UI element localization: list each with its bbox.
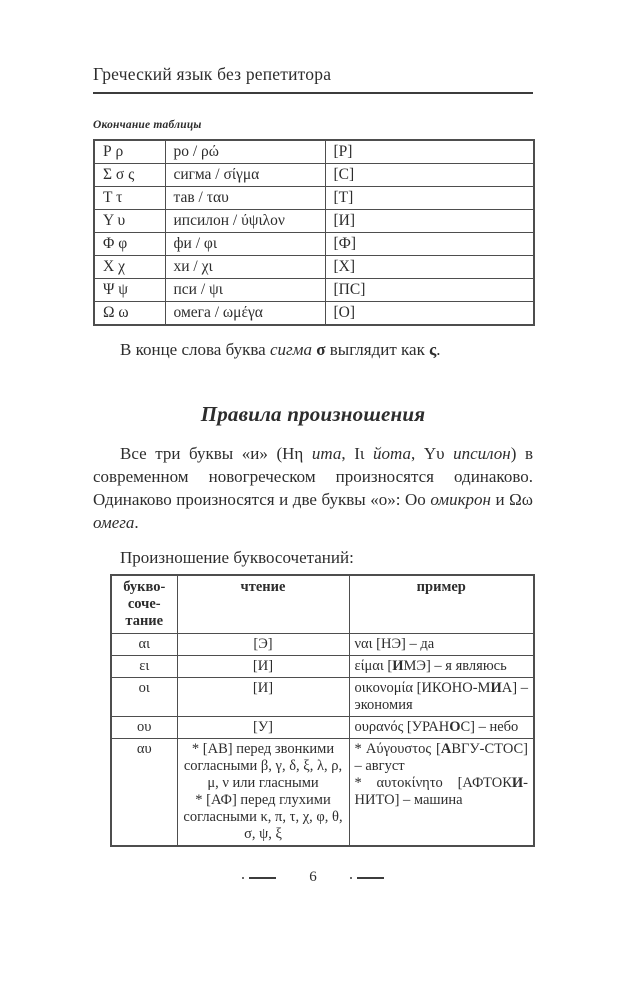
reading-cell: [ПС] — [325, 279, 534, 302]
example-text: ουρανός [УРАН — [354, 719, 450, 735]
letter-name-italic: ипсилон — [453, 444, 511, 463]
reading-cell: [Т] — [325, 187, 534, 210]
header-combo: букво-соче-тание — [111, 575, 177, 634]
note-text: . — [436, 340, 441, 359]
letter-name-italic: омега — [93, 513, 135, 532]
table-row — [111, 678, 534, 717]
name-cell: омега / ωμέγα — [165, 302, 325, 326]
note-text: В конце слова буква — [120, 340, 270, 359]
stress-letter: И — [392, 658, 404, 674]
header-rule — [93, 92, 533, 94]
example-cell — [349, 678, 534, 717]
example-text: είμαι [ — [354, 658, 393, 674]
intro-paragraph — [93, 442, 533, 534]
section-heading: Правила произношения — [200, 402, 426, 426]
name-cell: ро / ρώ — [165, 140, 325, 164]
letter-cell: Φ φ — [94, 233, 165, 256]
example-text: С] – небо — [460, 719, 519, 735]
combinations-table — [110, 574, 535, 847]
dot-icon — [350, 877, 352, 879]
table-header-row — [111, 575, 534, 634]
reading-cell: [Ф] — [325, 233, 534, 256]
example-line — [355, 741, 529, 775]
example-text: * Αύγουστος [ — [354, 741, 441, 757]
example-text: ВГУ-СТОС] – август — [354, 741, 528, 774]
dash-icon — [357, 877, 384, 879]
reading-cell: [С] — [325, 164, 534, 187]
page-number: 6 — [309, 869, 317, 885]
table-row — [94, 233, 534, 256]
name-cell: фи / φι — [165, 233, 325, 256]
paragraph-text: ) в современном новогреческом произносятся одинаково. Одинаково произносятся и две буквы «о»: Οο — [93, 444, 533, 509]
combo-cell: ει — [111, 656, 177, 678]
reading-cell: [И] — [177, 678, 349, 717]
combo-cell: ου — [111, 717, 177, 739]
letter-cell: Χ χ — [94, 256, 165, 279]
stress-letter: А — [440, 741, 452, 757]
name-cell: сигма / σίγμα — [165, 164, 325, 187]
table-row — [111, 717, 534, 739]
table-row — [111, 739, 534, 847]
example-text: οικονομία [ИКОНО-М — [354, 680, 491, 696]
table-row — [94, 279, 534, 302]
name-cell: пси / ψι — [165, 279, 325, 302]
letter-cell: Τ τ — [94, 187, 165, 210]
example-line — [355, 775, 529, 809]
example-cell — [349, 739, 534, 847]
letter-name-italic: ита — [311, 444, 342, 463]
page-footer — [93, 869, 533, 886]
note-bold-sigma: σ — [316, 340, 326, 359]
reading-rule-line: * [АВ] перед звонкими согласными β, γ, δ, ξ, λ, ρ, μ, ν или гласными — [183, 741, 343, 791]
letter-name-italic: йота — [373, 444, 411, 463]
reading-cell: [Р] — [325, 140, 534, 164]
table-row — [94, 302, 534, 326]
reading-cell: [У] — [177, 717, 349, 739]
header-reading: чтение — [177, 575, 349, 634]
table-row — [94, 187, 534, 210]
combo-cell: αυ — [111, 739, 177, 847]
paragraph-text: . — [134, 513, 139, 532]
table-row — [94, 140, 534, 164]
combo-cell: αι — [111, 634, 177, 656]
table-row — [94, 256, 534, 279]
letter-cell: Ω ω — [94, 302, 165, 326]
paragraph-text: , Ιι — [341, 444, 374, 463]
running-header: Греческий язык без репетитора — [93, 64, 332, 84]
page-content — [93, 0, 533, 847]
footer-ornament-right — [350, 877, 384, 879]
table-caption: Окончание таблицы — [93, 119, 202, 131]
dot-icon — [242, 877, 244, 879]
example-cell — [349, 717, 534, 739]
alphabet-table — [93, 139, 535, 326]
footer-ornament-left — [242, 877, 276, 879]
note-text: выглядит как — [325, 340, 430, 359]
table-row — [111, 634, 534, 656]
stress-letter: И — [490, 680, 502, 696]
name-cell: тав / ταυ — [165, 187, 325, 210]
reading-cell: [И] — [325, 210, 534, 233]
reading-cell: [И] — [177, 656, 349, 678]
stress-letter: И — [511, 775, 524, 791]
note-bold-final-sigma: ς — [429, 340, 437, 359]
example-text: А] – экономия — [354, 680, 528, 713]
stress-letter: О — [449, 719, 461, 735]
reading-cell: [Э] — [177, 634, 349, 656]
example-text: * αυτοκίνητο [АФТОК — [354, 775, 512, 791]
name-cell: ипсилон / ύψιλον — [165, 210, 325, 233]
name-cell: хи / χι — [165, 256, 325, 279]
letter-cell: Ρ ρ — [94, 140, 165, 164]
note-italic-word: сигма — [269, 340, 312, 359]
letter-cell: Σ σ ς — [94, 164, 165, 187]
reading-cell — [177, 739, 349, 847]
table-row — [94, 210, 534, 233]
subheading: Произношение буквосочетаний: — [120, 548, 354, 567]
header-example: пример — [349, 575, 534, 634]
table-row — [111, 656, 534, 678]
example-text: МЭ] – я являюсь — [403, 658, 507, 674]
letter-cell: Υ υ — [94, 210, 165, 233]
letter-name-italic: омикрон — [430, 490, 491, 509]
reading-rule-line: * [АФ] перед глухими согласными κ, π, τ, χ, φ, θ, σ, ψ, ξ — [183, 792, 343, 842]
reading-cell: [О] — [325, 302, 534, 326]
example-text: -НИТО] – машина — [354, 775, 528, 808]
dash-icon — [249, 877, 276, 879]
letter-cell: Ψ ψ — [94, 279, 165, 302]
reading-cell: [Х] — [325, 256, 534, 279]
example-text: ναι [НЭ] – да — [354, 636, 435, 652]
paragraph-text: и Ωω — [490, 490, 534, 509]
combo-cell: οι — [111, 678, 177, 717]
paragraph-text: Все три буквы «и» (Ηη — [120, 444, 312, 463]
paragraph-text: , Υυ — [411, 444, 454, 463]
example-cell — [349, 634, 534, 656]
table-row — [94, 164, 534, 187]
sigma-note — [93, 338, 533, 361]
example-cell — [349, 656, 534, 678]
